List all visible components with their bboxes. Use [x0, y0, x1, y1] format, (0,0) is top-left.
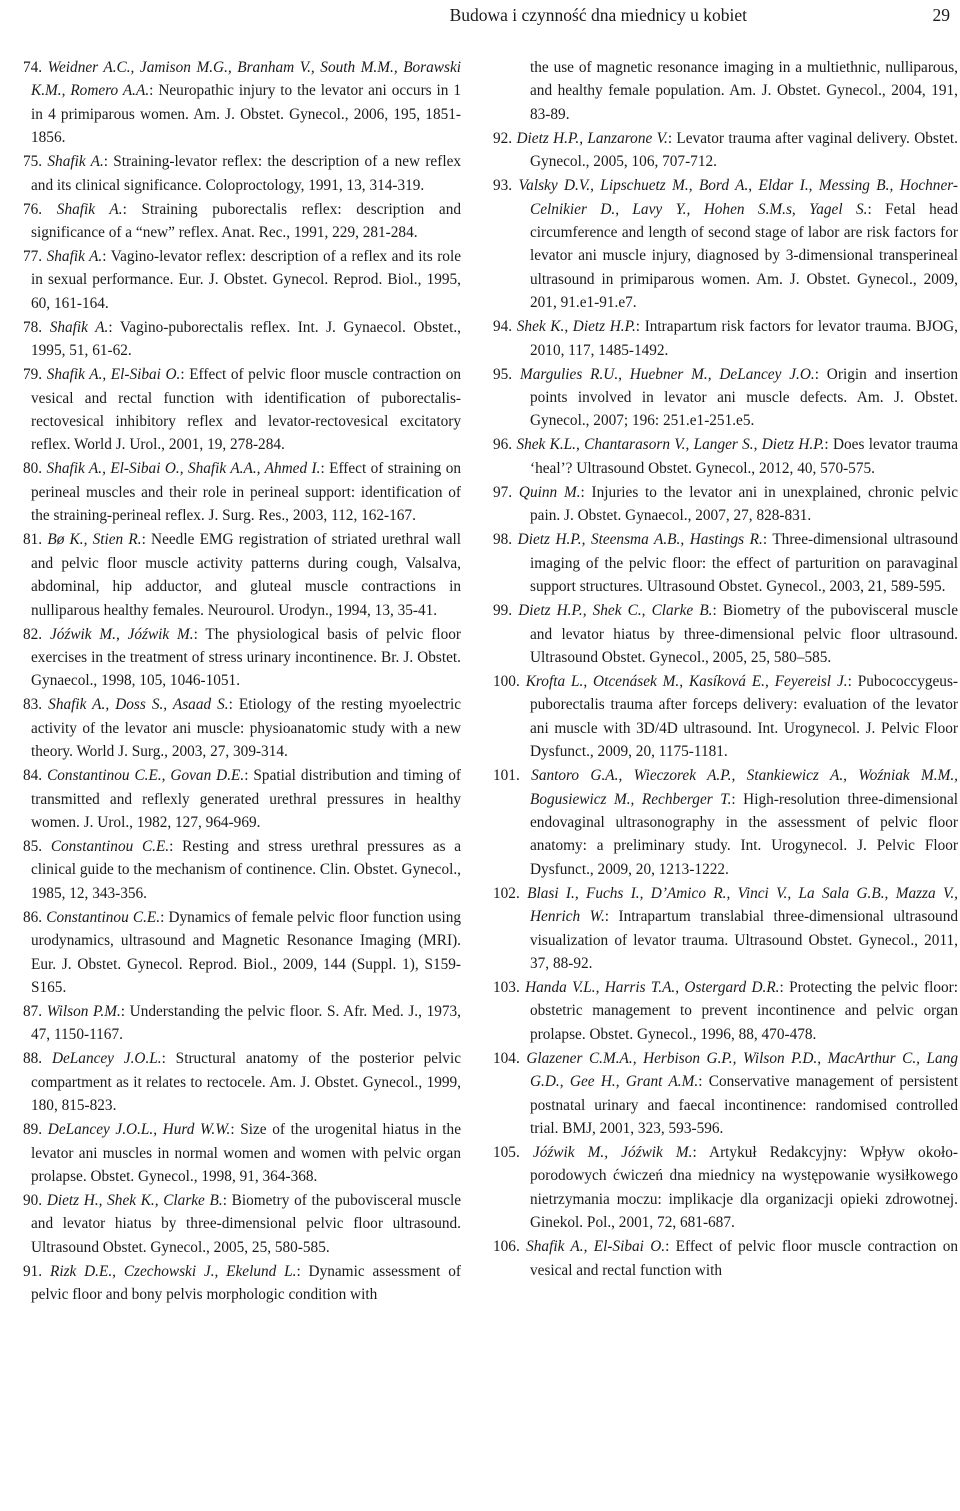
reference-number: 100.: [493, 672, 520, 690]
reference-authors: Constantinou C.E.: [46, 908, 161, 926]
reference-number: 74.: [23, 59, 43, 76]
reference-item: [493, 764, 958, 881]
reference-item: [493, 481, 958, 528]
left-reference-column: [23, 56, 461, 1307]
reference-item: [493, 1047, 958, 1141]
reference-item: [493, 882, 958, 976]
reference-text: : Etiology of the resting myoelectric activity of the levator ani muscle: physioanatomic study with a new theory. World J. Surg., 2003, 27, 309-314.: [31, 696, 461, 761]
reference-text: : Resting and stress urethral pressures as a clinical guide to the mechanism of continence. Clin. Obstet. Gynecol., 1985, 12, 343-356.: [31, 837, 462, 902]
reference-item: [23, 316, 461, 363]
reference-text: : Biometry of the pubovisceral muscle and levator hiatus by three-dimensional pelvic floor ultrasound. Ultrasound Obstet. Gynecol., 2005, 25, 580–585.: [530, 602, 958, 666]
reference-authors: Shafik A., Doss S., Asaad S.: [48, 696, 229, 714]
reference-item: [23, 764, 461, 834]
reference-number: 77.: [23, 248, 43, 266]
reference-item: [23, 623, 461, 693]
reference-text: : Fetal head circumference and length of second stage of labor are risk factors for levator ani muscle injury, diagnosed by 3-dimensional transperineal ultrasound in primiparous women. Am. J. Obstet. Gynecol., 2009, 201, 91.e1-91.e7.: [530, 200, 958, 312]
reference-number: 105.: [493, 1144, 520, 1161]
reference-item: [23, 1118, 461, 1188]
reference-item: [23, 150, 461, 197]
reference-text: : Size of the urogenital hiatus in the levator ani muscles in normal women and women with pelvic organ prolapse. Obstet. Gynecol., 1998, 91, 364-368.: [31, 1121, 461, 1185]
reference-number: 75.: [23, 153, 43, 171]
reference-number: 104.: [493, 1049, 520, 1067]
reference-number: 93.: [493, 177, 513, 195]
reference-authors: Glazener C.M.A., Herbison G.P., Wilson P.D., MacArthur C., Lang G.D., Gee H., Grant A.M.: [526, 1049, 958, 1091]
reference-authors: DeLancey J.O.L.: [51, 1050, 162, 1068]
reference-authors: Jóźwik M., Jóźwik M.: [49, 625, 194, 643]
reference-authors: Jóźwik M., Jóźwik M.: [532, 1144, 693, 1161]
reference-item: [493, 1235, 958, 1282]
reference-authors: Dietz H.P., Lanzarone V.: [516, 129, 668, 147]
reference-text: : Three-dimensional ultrasound imaging of the pelvic floor: the effect of parturition on paravaginal support structures. Ultrasound Obstet. Gynecol., 2003, 21, 589-595.: [530, 531, 958, 596]
reference-item: [23, 1260, 461, 1307]
reference-authors: Quinn M.: [518, 483, 581, 501]
reference-authors: Dietz H., Shek K., Clarke B.: [46, 1192, 223, 1209]
reference-item: [493, 528, 958, 598]
reference-number: 101.: [493, 767, 520, 785]
reference-text: : Straining puborectalis reflex: description and significance of a “new” reflex. Anat. Rec., 1991, 229, 281-284.: [31, 200, 461, 242]
reference-number: 85.: [23, 837, 43, 855]
reference-item: [23, 1047, 461, 1117]
reference-authors: Krofta L., Otcenásek M., Kasíková E., Feyereisl J.: [525, 672, 848, 690]
reference-number: 88.: [23, 1050, 43, 1068]
reference-number: 99.: [493, 602, 513, 620]
reference-item: [23, 1000, 461, 1047]
reference-text: : Structural anatomy of the posterior pelvic compartment as it relates to rectocele. Am. J. Obstet. Gynecol., 1999, 180, 815-823.: [31, 1050, 461, 1115]
reference-text: : Protecting the pelvic floor: obstetric management to prevent incontinence and pelvic organ prolapse. Obstet. Gynecol., 1996, 88, 470-478.: [530, 978, 958, 1043]
reference-authors: Shafik A.: [47, 153, 104, 171]
reference-text: : Injuries to the levator ani in unexplained, chronic pelvic pain. J. Obstet. Gynaecol., 2007, 27, 828-831.: [530, 483, 958, 525]
reference-item: [23, 1189, 461, 1259]
reference-text: : Artykuł Redakcyjny: Wpływ około-porodowych ćwiczeń dna miednicy na występowanie wysiłkowego nietrzymania moczu: implikacje dla organizacji opieki zdrowotnej. Ginekol. Pol., 2001, 72, 681-687.: [530, 1144, 958, 1232]
reference-item: [493, 127, 958, 174]
reference-item: [23, 363, 461, 457]
reference-authors: Shek K.L., Chantarasorn V., Langer S., Dietz H.P.: [516, 436, 825, 454]
reference-number: 86.: [23, 908, 43, 926]
reference-text: : Origin and insertion points involved in levator ani muscle defects. Am. J. Obstet. Gynecol., 2007; 196: 251.e1-251.e5.: [530, 365, 959, 430]
reference-number: 102.: [493, 884, 520, 902]
reference-number: 96.: [493, 436, 513, 454]
reference-authors: Shafik A., El-Sibai O.: [46, 366, 181, 384]
reference-text: : Needle EMG registration of striated urethral wall and pelvic floor muscle activity patterns during cough, Valsalva, abdominal, hip adductor, and gluteal muscle contractions in nulliparous healthy females. Neurourol. Urodyn., 1994, 13, 35-41.: [31, 531, 461, 619]
reference-item: [23, 906, 461, 1000]
reference-text: : The physiological basis of pelvic floor exercises in the treatment of stress urinary incontinence. Br. J. Obstet. Gynaecol., 1998, 105, 1046-1051.: [31, 625, 462, 690]
reference-authors: Constantinou C.E., Govan D.E.: [47, 767, 245, 785]
reference-authors: Dietz H.P., Shek C., Clarke B.: [518, 602, 713, 620]
reference-text: : Understanding the pelvic floor. S. Afr. Med. J., 1973, 47, 1150-1167.: [31, 1002, 461, 1044]
reference-item: [23, 245, 461, 315]
reference-text: : Vagino-levator reflex: description of a reflex and its role in sexual performance. Eur. J. Obstet. Gynecol. Reprod. Biol., 1995, 60, 161-164.: [31, 248, 461, 312]
reference-text: : Conservative management of persistent postnatal urinary and faecal incontinence: randomised controlled trial. BMJ, 2001, 323, 593-596.: [530, 1073, 958, 1137]
reference-text: : Vagino-puborectalis reflex. Int. J. Gynaecol. Obstet., 1995, 51, 61-62.: [31, 318, 461, 360]
reference-text: : Effect of straining on perineal muscles and their role in perineal support: identification of the straining-perineal reflex. J. Surg. Res., 2003, 112, 162-167.: [31, 460, 462, 525]
reference-text: : Dynamics of female pelvic floor function using urodynamics, ultrasound and Magnetic Resonance Imaging (MRI). Eur. J. Obstet. Gynecol. Reprod. Biol., 2009, 144 (Suppl. 1), S159-S165.: [31, 908, 461, 996]
reference-authors: Shek K., Dietz H.P.: [516, 318, 636, 336]
reference-text: : Dynamic assessment of pelvic floor and bony pelvis morphologic condition with: [31, 1262, 462, 1304]
reference-number: 90.: [23, 1192, 43, 1209]
reference-text: : Levator trauma after vaginal delivery. Obstet. Gynecol., 2005, 106, 707-712.: [530, 129, 958, 171]
reference-number: 83.: [23, 696, 43, 714]
running-header: [0, 2, 960, 28]
reference-number: 92.: [493, 129, 513, 147]
reference-authors: Shafik A.: [49, 318, 109, 336]
reference-authors: Weidner A.C., Jamison M.G., Branham V., South M.M., Borawski K.M., Romero A.A.: [31, 59, 461, 100]
reference-number: 80.: [23, 460, 43, 478]
reference-authors: Bø K., Stien R.: [47, 531, 142, 549]
reference-number: 89.: [23, 1121, 43, 1139]
reference-text: : Biometry of the pubovisceral muscle and levator hiatus by three-dimensional pelvic floor ultrasound. Ultrasound Obstet. Gynecol., 2005, 25, 580-585.: [31, 1192, 461, 1256]
reference-authors: Blasi I., Fuchs I., D’Amico R., Vinci V., La Sala G.B., Mazza V., Henrich W.: [527, 884, 959, 926]
reference-number: 81.: [23, 531, 43, 549]
reference-item: [493, 599, 958, 669]
reference-item: [493, 433, 958, 480]
reference-text: : Does levator trauma ‘heal’? Ultrasound Obstet. Gynecol., 2012, 40, 570-575.: [530, 436, 958, 477]
reference-text: : High-resolution three-dimensional endovaginal ultrasonography in the assessment of pelvic floor anatomy: a preliminary study. Int. Urogynecol. J. Pelvic Floor Dysfunct., 2009, 20, 1213-1222.: [530, 790, 958, 878]
reference-authors: Shafik A., El-Sibai O., Shafik A.A., Ahmed I.: [46, 460, 321, 478]
reference-number: 79.: [23, 366, 43, 384]
reference-text: : Straining-levator reflex: the description of a new reflex and its clinical significance. Coloproctology, 1991, 13, 314-319.: [31, 153, 462, 194]
reference-text: : Effect of pelvic floor muscle contraction on vesical and rectal function with identification of puborectalis-rectovesical inhibitory reflex and levator-rectovesical excitatory reflex. World J. Urol., 2001, 19, 278-284.: [31, 366, 461, 454]
reference-number: 82.: [23, 625, 43, 643]
reference-authors: Constantinou C.E.: [50, 837, 170, 855]
reference-item: [23, 56, 461, 150]
reference-authors: Shafik A.: [56, 200, 123, 218]
reference-number: 91.: [23, 1262, 43, 1280]
reference-number: 87.: [23, 1002, 43, 1020]
reference-number: 106.: [493, 1238, 520, 1256]
page-number: 29: [932, 5, 950, 25]
reference-authors: Rizk D.E., Czechowski J., Ekelund L.: [49, 1262, 297, 1280]
reference-number: 98.: [493, 531, 513, 549]
reference-authors: Handa V.L., Harris T.A., Ostergard D.R.: [525, 978, 780, 996]
reference-text: : Pubococcygeus-puborectalis trauma after forceps delivery: evaluation of the levator ani muscle with 3D/4D ultrasound. Int. Urogynecol. J. Pelvic Floor Dysfunct., 2009, 20, 1175-1181.: [530, 672, 959, 761]
reference-authors: Shafik A.: [46, 248, 103, 266]
reference-number: 76.: [23, 200, 43, 218]
reference-number: 97.: [493, 483, 513, 501]
right-reference-column: [493, 56, 958, 1283]
reference-item: [493, 976, 958, 1046]
reference-text: : Intrapartum translabial three-dimensional ultrasound visualization of levator trauma. Ultrasound Obstet. Gynecol., 2011, 37, 88-92.: [530, 908, 958, 972]
reference-item: [493, 174, 958, 314]
reference-authors: Margulies R.U., Huebner M., DeLancey J.O.: [519, 365, 815, 383]
reference-number: 94.: [493, 318, 513, 336]
reference-text: : Spatial distribution and timing of transmitted and reflexly generated urethral pressures in healthy women. J. Urol., 1982, 127, 964-969.: [31, 767, 462, 831]
reference-number: 78.: [23, 318, 43, 336]
reference-item: [23, 693, 461, 763]
reference-continuation: the use of magnetic resonance imaging in a multiethnic, nulliparous, and healthy female population. Am. J. Obstet. Gynecol., 2004, 191, 83-89.: [530, 59, 958, 123]
reference-authors: Valsky D.V., Lipschuetz M., Bord A., Eldar I., Messing B., Hochner-Celnikier D., Lavy Y., Hohen S.M.s, Yagel S.: [518, 177, 958, 218]
reference-text: : Neuropathic injury to the levator ani occurs in 1 in 4 primiparous women. Am. J. Obstet. Gynecol., 2006, 195, 1851-1856.: [31, 82, 461, 147]
reference-authors: Santoro G.A., Wieczorek A.P., Stankiewicz A., Woźniak M.M., Bogusiewicz M., Rechberger T.: [530, 767, 958, 808]
reference-authors: Wilson P.M.: [46, 1002, 121, 1020]
reference-text: : Effect of pelvic floor muscle contraction on vesical and rectal function with: [530, 1238, 959, 1279]
reference-item: [493, 363, 958, 433]
reference-item: [23, 528, 461, 622]
reference-item: [23, 835, 461, 905]
reference-number: 103.: [493, 978, 520, 996]
reference-number: 84.: [23, 767, 43, 785]
reference-authors: DeLancey J.O.L., Hurd W.W.: [47, 1121, 231, 1139]
reference-item: [493, 1141, 958, 1235]
reference-authors: Shafik A., El-Sibai O.: [526, 1238, 666, 1256]
reference-authors: Dietz H.P., Steensma A.B., Hastings R.: [517, 531, 763, 549]
running-title: Budowa i czynność dna miednicy u kobiet: [449, 5, 747, 25]
reference-item: [23, 457, 461, 527]
reference-number: 95.: [493, 365, 513, 383]
reference-item: [23, 198, 461, 245]
reference-item: [493, 670, 958, 764]
reference-item: [493, 315, 958, 362]
reference-text: : Intrapartum risk factors for levator trauma. BJOG, 2010, 117, 1485-1492.: [530, 318, 958, 359]
